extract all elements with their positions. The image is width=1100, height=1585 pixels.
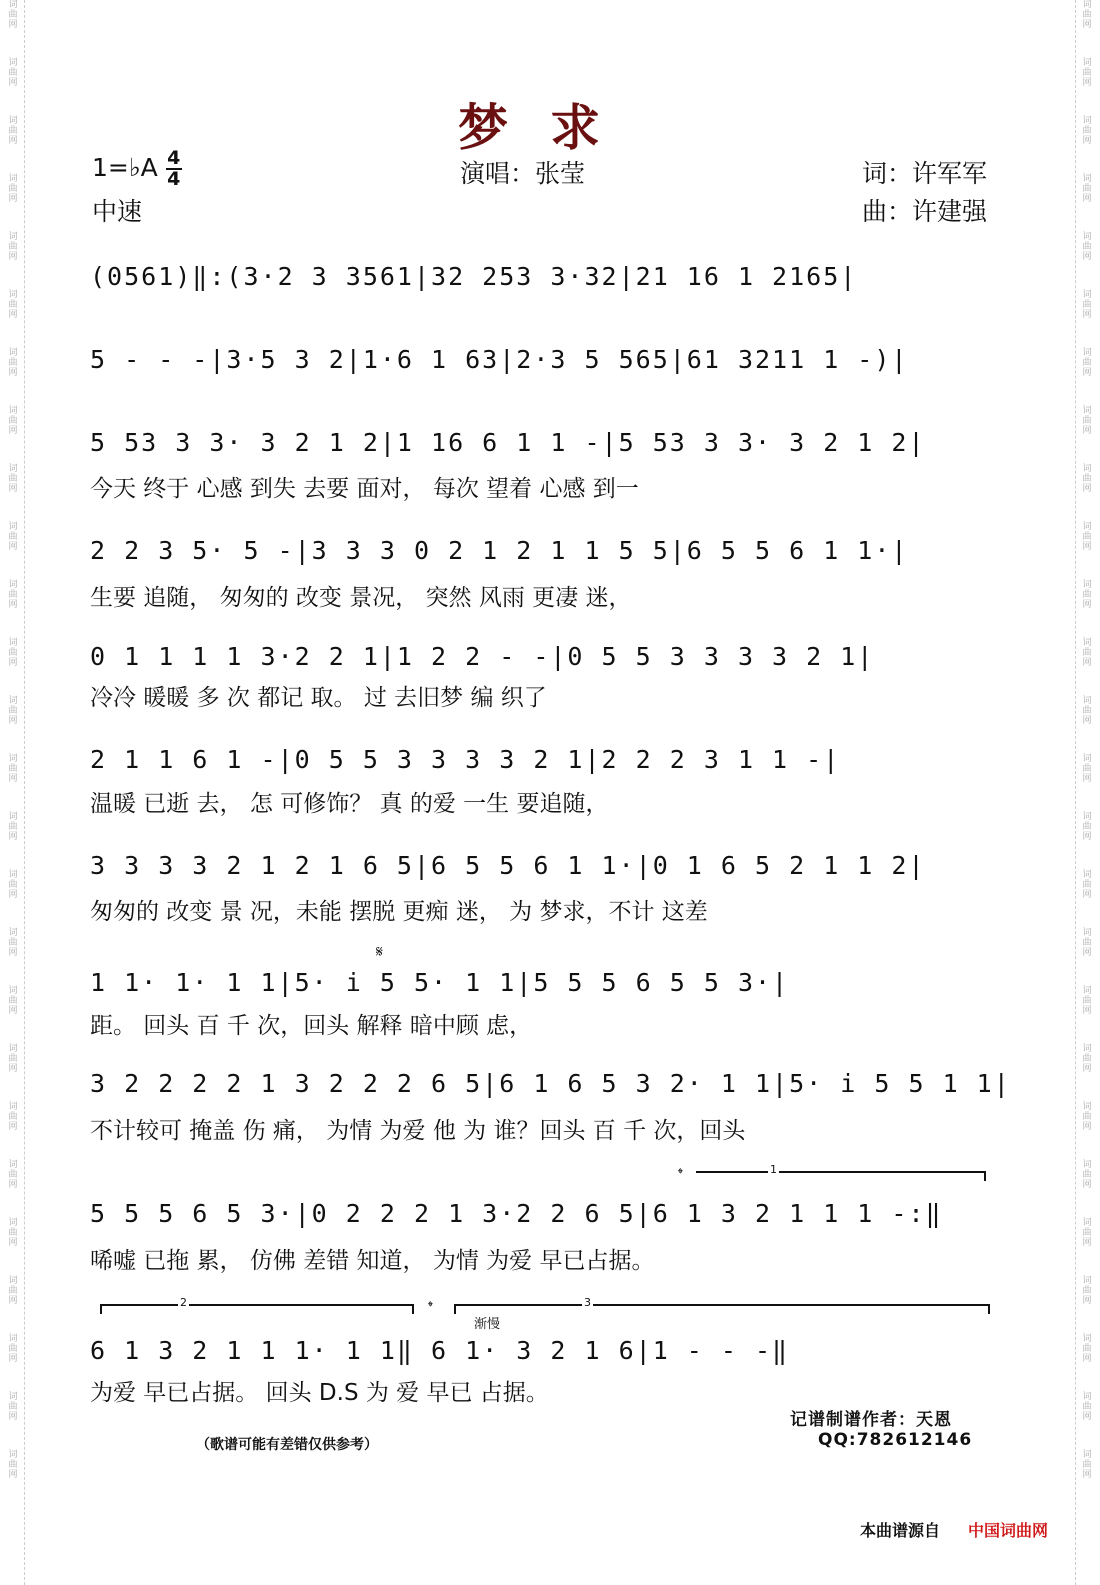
watermark: 词曲网 [1082,928,1092,958]
volta-end-tick [412,1304,414,1314]
watermark: 词曲网 [8,986,18,1016]
footer-source-label: 本曲谱源自 [860,1521,941,1540]
notation-line: 6 1 3 2 1 1 1· 1 1‖ 6 1· 3 2 1 6|1 - - -‖ [90,1336,790,1365]
footer-brand-link[interactable]: 中国词曲网 [968,1521,1049,1540]
coda-sign: 𝄌 [678,1166,683,1182]
watermark: 词曲网 [8,1218,18,1248]
singer-credit: 演唱：张莹 [460,159,586,188]
watermark: 词曲网 [8,232,18,262]
watermark: 词曲网 [1082,1160,1092,1190]
notation-line: 5 53 3 3· 3 2 1 2|1 16 6 1 1 -|5 53 3 3· 3 2 1 2| [90,428,926,457]
watermark: 词曲网 [1082,754,1092,784]
watermark: 词曲网 [1082,638,1092,668]
watermark: 词曲网 [1082,870,1092,900]
volta-number: 2 [180,1296,187,1309]
time-signature-top: 4 [167,147,181,169]
lyric-line: 温暖 已逝 去， 怎 可修饰？ 真 的爱 一生 要追随， [90,791,609,817]
watermark: 词曲网 [1082,1276,1092,1306]
watermark: 词曲网 [1082,522,1092,552]
watermark: 词曲网 [1082,0,1092,30]
lyric-line: 生要 追随， 匆匆的 改变 景况， 突然 风雨 更凄 迷， [90,585,632,611]
watermark: 词曲网 [8,1334,18,1364]
coda-sign: 𝄌 [428,1299,433,1315]
notation-line: 0 1 1 1 1 3·2 2 1|1 2 2 - -|0 5 5 3 3 3 3 2 1| [90,642,875,671]
volta-bracket [100,1304,414,1306]
watermark: 词曲网 [8,1276,18,1306]
watermark: 词曲网 [8,812,18,842]
watermark: 词曲网 [8,522,18,552]
watermark: 词曲网 [8,348,18,378]
lyric-line: 距。 回头 百 千 次，回头 解释 暗中顾 虑， [90,1013,533,1039]
watermark: 词曲网 [8,174,18,204]
lyric-line: 唏嘘 已拖 累， 仿佛 差错 知道， 为情 为爱 早已占据。 [90,1248,655,1274]
lyric-line: 为爱 早已占据。 回头 D.S 为 爱 早已 占据。 [90,1380,549,1406]
watermark: 词曲网 [8,58,18,88]
watermark: 词曲网 [1082,812,1092,842]
watermark: 词曲网 [1082,1392,1092,1422]
watermark: 词曲网 [1082,1334,1092,1364]
watermark: 词曲网 [1082,986,1092,1016]
tempo-marking: 中速 [92,197,143,226]
disclaimer-note: （歌谱可能有差错仅供参考） [196,1437,378,1453]
lyricist-credit: 词：许军军 [862,159,988,188]
lyric-line: 不计较可 掩盖 伤 痛， 为情 为爱 他 为 谁？回头 百 千 次，回头 [90,1118,746,1144]
volta-number: 1 [770,1163,777,1176]
notation-line: 1 1· 1· 1 1|5· i 5 5· 1 1|5 5 5 6 5 5 3·| [90,968,790,997]
volta-bracket [696,1171,986,1173]
transcriber-credit: 记谱制谱作者：天恩 [790,1410,952,1430]
volta-end-tick [988,1304,990,1314]
watermark: 词曲网 [8,1102,18,1132]
key-label: 1=♭A [92,153,158,182]
lyric-line: 冷冷 暖暖 多 次 都记 取。 过 去旧梦 编 织了 [90,685,547,711]
watermark: 词曲网 [8,580,18,610]
watermark: 词曲网 [1082,174,1092,204]
volta-bracket [454,1304,990,1306]
volta-number: 3 [584,1296,591,1309]
transcriber-qq: QQ:782612146 [818,1430,973,1450]
watermark: 词曲网 [1082,1044,1092,1074]
watermark: 词曲网 [8,638,18,668]
volta-end-tick [984,1171,986,1181]
volta-start-tick [100,1304,102,1314]
time-signature [166,147,182,190]
watermark: 词曲网 [8,1044,18,1074]
watermark: 词曲网 [8,696,18,726]
watermark: 词曲网 [1082,1102,1092,1132]
watermark: 词曲网 [1082,696,1092,726]
right-watermark-column [1075,0,1098,1585]
segno-sign: 𝄋 [376,942,383,961]
composer-credit: 曲：许建强 [862,197,988,226]
key-signature [92,147,182,190]
song-title: 梦求 [458,98,642,157]
watermark: 词曲网 [1082,232,1092,262]
watermark: 词曲网 [8,0,18,30]
watermark: 词曲网 [8,870,18,900]
watermark: 词曲网 [8,1160,18,1190]
watermark: 词曲网 [8,1392,18,1422]
watermark: 词曲网 [8,116,18,146]
lyric-line: 匆匆的 改变 景 况，未能 摆脱 更痴 迷， 为 梦求，不计 这差 [90,899,708,925]
watermark: 词曲网 [1082,116,1092,146]
watermark: 词曲网 [1082,348,1092,378]
lyric-line: 今天 终于 心感 到失 去要 面对， 每次 望着 心感 到一 [90,476,639,502]
watermark: 词曲网 [8,928,18,958]
notation-line: 2 2 3 5· 5 -|3 3 3 0 2 1 2 1 1 5 5|6 5 5 6 1 1·| [90,536,909,565]
ritardando-marking: 渐慢 [474,1317,501,1332]
volta-start-tick [454,1304,456,1314]
watermark: 词曲网 [1082,580,1092,610]
watermark: 词曲网 [8,464,18,494]
notation-line: 3 2 2 2 2 1 3 2 2 2 6 5|6 1 6 5 3 2· 1 1|5· i 5 5 1 1| [90,1069,1011,1098]
watermark: 词曲网 [1082,58,1092,88]
left-watermark-column [2,0,25,1585]
watermark: 词曲网 [8,1450,18,1480]
notation-line: (0561)‖:(3·2 3 3561|32 253 3·32|21 16 1 2165| [90,262,858,291]
watermark: 词曲网 [1082,1450,1092,1480]
watermark: 词曲网 [1082,290,1092,320]
watermark: 词曲网 [1082,406,1092,436]
notation-line: 5 - - -|3·5 3 2|1·6 1 63|2·3 5 565|61 3211 1 -)| [90,345,909,374]
notation-line: 5 5 5 6 5 3·|0 2 2 2 1 3·2 2 6 5|6 1 3 2 1 1 1 -:‖ [90,1199,943,1228]
watermark: 词曲网 [8,290,18,320]
watermark: 词曲网 [1082,464,1092,494]
watermark: 词曲网 [8,754,18,784]
time-signature-bottom: 4 [167,168,181,190]
watermark: 词曲网 [8,406,18,436]
notation-line: 2 1 1 6 1 -|0 5 5 3 3 3 3 2 1|2 2 2 3 1 1 -| [90,745,841,774]
notation-line: 3 3 3 3 2 1 2 1 6 5|6 5 5 6 1 1·|0 1 6 5 2 1 1 2| [90,851,926,880]
watermark: 词曲网 [1082,1218,1092,1248]
